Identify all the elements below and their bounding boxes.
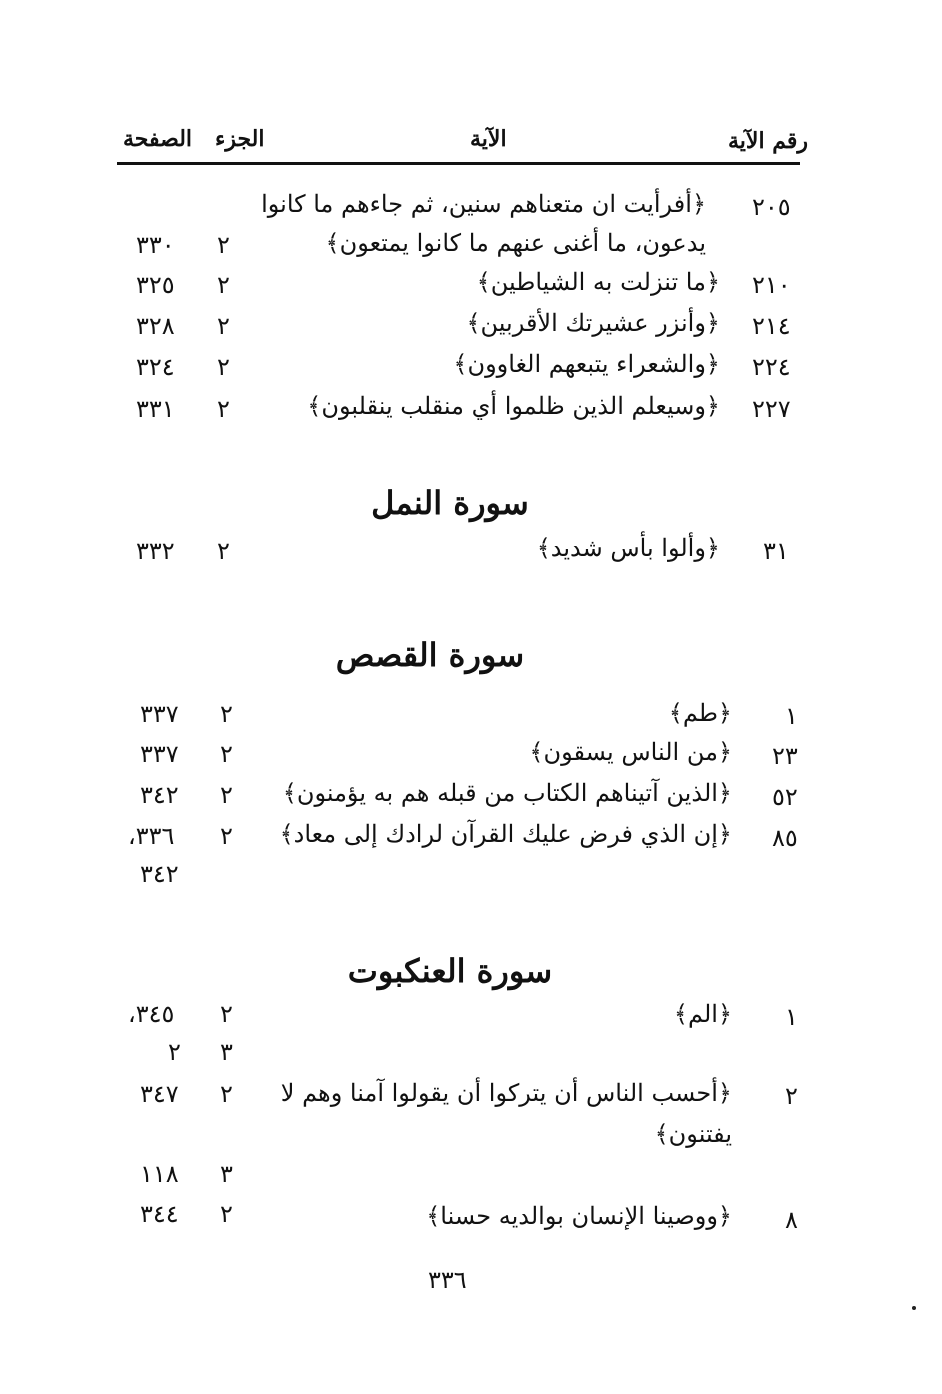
verse-text: ﴿ما تنزلت به الشياطين﴾ [476, 268, 720, 296]
part-value: ٢ [220, 781, 233, 809]
page-value: ٣٢٨ [136, 312, 175, 340]
sura-title: سورة النمل [371, 484, 529, 522]
verse-number: ١ [785, 1003, 798, 1031]
verse-text: يدعون، ما أغنى عنهم ما كانوا يمتعون﴾ [325, 229, 706, 257]
page-number: ٣٣٦ [428, 1266, 467, 1294]
page-value: ٣٣٧ [140, 700, 179, 728]
part-value: ٣ [220, 1160, 233, 1188]
header-page: الصفحة [123, 126, 193, 152]
verse-number: ١ [785, 702, 798, 730]
verse-text: ﴿الم﴾ [673, 1000, 732, 1028]
part-value: ٢ [217, 271, 230, 299]
page-value: ٣٣٠ [136, 231, 175, 259]
part-value: ٢ [217, 312, 230, 340]
verse-text: ﴿أحسب الناس أن يتركوا أن يقولوا آمنا وهم لا [280, 1079, 732, 1107]
header-part: الجزء [215, 126, 265, 152]
part-value: ٣ [220, 1038, 233, 1066]
verse-text: ﴿وألوا بأس شديد﴾ [536, 534, 720, 562]
verse-text: يفتنون﴾ [654, 1120, 732, 1148]
header-verse-number: رقم الآية [728, 128, 809, 154]
verse-number: ٨ [785, 1206, 798, 1234]
page-value: ١١٨ [140, 1160, 179, 1188]
part-value: ٢ [220, 1080, 233, 1108]
page-value: ٣٣١ [136, 395, 175, 423]
verse-text: ﴿ووصينا الإنسان بوالديه حسنا﴾ [426, 1202, 732, 1230]
part-value: ٢ [220, 700, 233, 728]
page-value: ٣٢٤ [136, 353, 175, 381]
verse-number: ٢٠٥ [752, 193, 791, 221]
verse-text: ﴿أفرأيت ان متعناهم سنين، ثم جاءهم ما كانوا [261, 190, 706, 218]
verse-number: ٢٣ [772, 742, 798, 770]
page-value: ٣٤٢ [140, 781, 179, 809]
verse-text: ﴿والشعراء يتبعهم الغاوون﴾ [453, 350, 720, 378]
page-value: ،٣٣٦ [128, 822, 175, 850]
verse-text: ﴿طم﴾ [668, 699, 732, 727]
verse-number: ٢٢٤ [752, 353, 791, 381]
verse-text: ﴿من الناس يسقون﴾ [529, 738, 732, 766]
verse-number: ٢٢٧ [752, 395, 791, 423]
verse-text: ﴿وسيعلم الذين ظلموا أي منقلب ينقلبون﴾ [307, 392, 720, 420]
verse-number: ٢١٠ [752, 271, 791, 299]
part-value: ٢ [220, 822, 233, 850]
page-value: ٣٤٢ [140, 860, 179, 888]
page-value: ٣٣٢ [136, 537, 175, 565]
part-value: ٢ [217, 395, 230, 423]
sura-title: سورة العنكبوت [347, 952, 553, 990]
part-value: ٢ [217, 231, 230, 259]
header-rule [117, 162, 800, 165]
verse-number: ٥٢ [772, 783, 798, 811]
page-value: ٣٢٥ [136, 271, 175, 299]
page-value: ٣٤٧ [140, 1080, 179, 1108]
part-value: ٢ [220, 1200, 233, 1228]
page-value: ٣٣٧ [140, 740, 179, 768]
header-verse: الآية [470, 126, 507, 152]
page-value: ،٣٤٥ [128, 1000, 175, 1028]
verse-number: ٢١٤ [752, 312, 791, 340]
part-value: ٢ [220, 740, 233, 768]
part-value: ٢ [217, 537, 230, 565]
verse-text: ﴿إن الذي فرض عليك القرآن لرادك إلى معاد﴾ [279, 820, 732, 848]
page-value: ٣٤٤ [140, 1200, 179, 1228]
sura-title: سورة القصص [335, 636, 525, 674]
part-value: ٢ [220, 1000, 233, 1028]
verse-number: ٣١ [763, 537, 789, 565]
verse-text: ﴿الذين آتيناهم الكتاب من قبله هم به يؤمنون﴾ [282, 779, 732, 807]
verse-number: ٨٥ [772, 824, 798, 852]
verse-number: ٢ [785, 1082, 798, 1110]
verse-text: ﴿وأنزر عشيرتك الأقربين﴾ [466, 309, 720, 337]
part-value: ٢ [217, 353, 230, 381]
page-value: ٢ [168, 1038, 181, 1066]
speck [912, 1306, 916, 1310]
